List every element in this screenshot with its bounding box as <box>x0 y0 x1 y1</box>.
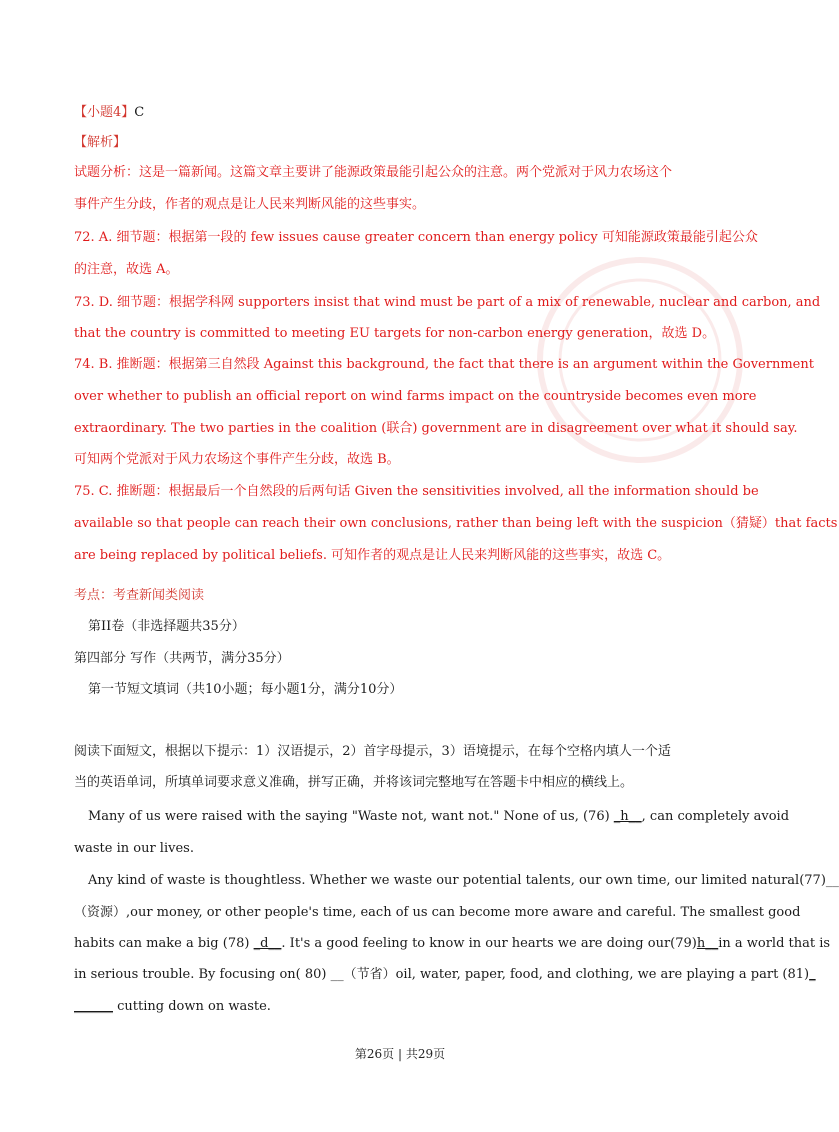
blank-77: __ <box>825 873 839 888</box>
blank-81: _ <box>809 967 816 982</box>
passage-text: Many of us were raised with the saying "Waste not, want not." None of us, (76) <box>88 809 614 824</box>
passage-p2-line5 <box>74 998 734 1016</box>
part4-heading: 第四部分 写作（共两节，满分35分） <box>74 651 290 666</box>
passage-p2-line4 <box>74 966 816 984</box>
answer-value: C <box>134 105 145 120</box>
q72-line1: 72. A. 细节题：根据第一段的 few issues cause greater concern than energy policy 可知能源政策最能引起公众 <box>74 230 758 245</box>
q74-line2: over whether to publish an official report on wind farms impact on the countryside becomes even more <box>74 389 757 404</box>
q73-line1: 73. D. 细节题：根据学科网 supporters insist that wind must be part of a mix of renewable, nuclear and carbon, and <box>74 295 821 310</box>
blank-76: _h__ <box>613 809 642 824</box>
blank-78: _d__ <box>253 936 282 951</box>
passage-text: in serious trouble. By focusing on( 80) __（节省）oil, water, paper, food, and clothing, we are playing a part (81) <box>74 967 810 982</box>
instructions-line2: 当的英语单词，所填单词要求意义准确，拼写正确，并将该词完整地写在答题卡中相应的横线上。 <box>74 775 634 790</box>
passage-p2-line3 <box>74 935 831 953</box>
answer-label: 【小题4】 <box>74 105 135 120</box>
passage-p2-line2: （资源）,our money, or other people's time, each of us can become more aware and careful. The smallest good <box>74 905 801 920</box>
passage-p1-line2: waste in our lives. <box>74 841 194 856</box>
passage-text: cutting down on waste. <box>113 999 271 1014</box>
passage-p1-line1 <box>88 808 790 826</box>
kaodian-line: 考点：考查新闻类阅读 <box>74 588 205 603</box>
q75-line2: available so that people can reach their own conclusions, rather than being left with the suspicion（猜疑）that facts <box>74 516 838 531</box>
q74-line4: 可知两个党派对于风力农场这个事件产生分歧，故选 B。 <box>74 452 400 467</box>
analysis-summary-line2: 事件产生分歧，作者的观点是让人民来判断风能的这些事实。 <box>74 197 426 212</box>
q74-line3: extraordinary. The two parties in the coalition (联合) government are in disagreement over what it should say. <box>74 421 798 436</box>
passage-text: habits can make a big (78) <box>74 936 254 951</box>
answer-line <box>74 104 734 122</box>
q74-line1: 74. B. 推断题：根据第三自然段 Against this background, the fact that there is an argument within the Government <box>74 357 814 372</box>
blank-79: h__ <box>696 936 719 951</box>
blank-81-cont: ______ <box>74 999 113 1014</box>
analysis-heading: 【解析】 <box>74 135 127 150</box>
section1-heading: 第一节短文填词（共10小题；每小题1分，满分10分） <box>88 682 403 697</box>
q73-line2: that the country is committed to meeting EU targets for non-carbon energy generation，故选 D。 <box>74 326 716 341</box>
q72-line2: 的注意，故选 A。 <box>74 262 179 277</box>
instructions-line1: 阅读下面短文，根据以下提示：1）汉语提示，2）首字母提示，3）语境提示，在每个空格内填人一个适 <box>74 744 671 759</box>
passage-text: in a world that is <box>718 936 831 951</box>
passage-p2-line1 <box>88 872 839 890</box>
section2-heading: 第II卷（非选择题共35分） <box>88 619 245 634</box>
passage-text: . It's a good feeling to know in our hearts we are doing our(79) <box>281 936 697 951</box>
q75-line1: 75. C. 推断题：根据最后一个自然段的后两句话 Given the sensitivities involved, all the information should be <box>74 484 759 499</box>
passage-text: , can completely avoid <box>641 809 790 824</box>
q75-line3: are being replaced by political beliefs. 可知作者的观点是让人民来判断风能的这些事实，故选 C。 <box>74 548 671 563</box>
page-footer: 第26页 | 共29页 <box>354 1047 446 1061</box>
analysis-summary-line1: 试题分析：这是一篇新闻。这篇文章主要讲了能源政策最能引起公众的注意。两个党派对于风力农场这个 <box>74 165 673 180</box>
passage-text: Any kind of waste is thoughtless. Whether we waste our potential talents, our own time, our limited natural(77) <box>88 873 826 888</box>
